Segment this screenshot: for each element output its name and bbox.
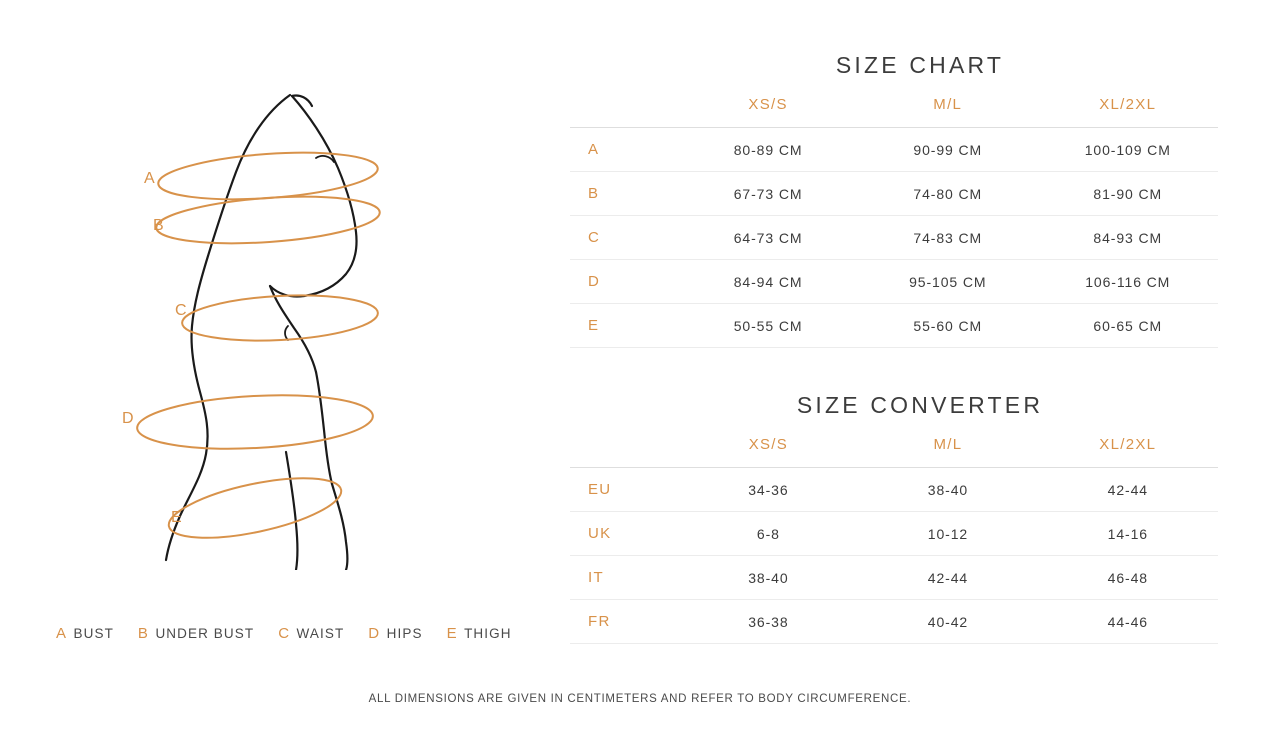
- size-converter-col-xs-s: XS/S: [679, 432, 859, 468]
- cell-c-xs-s: 64-73 CM: [678, 216, 858, 260]
- cell-fr-m-l: 40-42: [858, 600, 1037, 644]
- size-converter-table: [570, 432, 1218, 644]
- cell-a-xl-2xl: 100-109 CM: [1038, 128, 1219, 172]
- size-chart-col-xs-s: XS/S: [678, 92, 858, 128]
- table-row: [570, 512, 1218, 556]
- table-row: [570, 600, 1218, 644]
- size-converter-col-xl-2xl: XL/2XL: [1038, 432, 1218, 468]
- cell-eu-xs-s: 34-36: [679, 468, 859, 512]
- table-header-row: [570, 92, 1218, 128]
- cell-d-xs-s: 84-94 CM: [678, 260, 858, 304]
- size-chart-corner-header: [570, 92, 678, 128]
- legend-item-e: [447, 625, 512, 642]
- size-chart-col-m-l: M/L: [858, 92, 1037, 128]
- legend-text-b: UNDER BUST: [155, 626, 255, 641]
- cell-eu-m-l: 38-40: [858, 468, 1037, 512]
- legend-item-b: [138, 625, 254, 642]
- legend-text-c: WAIST: [296, 626, 345, 641]
- legend-key-e: E: [446, 625, 458, 642]
- cell-it-xl-2xl: 46-48: [1038, 556, 1218, 600]
- row-key-a: A: [570, 128, 678, 172]
- cell-e-xs-s: 50-55 CM: [678, 304, 858, 348]
- measure-label-b: B: [153, 217, 165, 234]
- cell-b-xs-s: 67-73 CM: [678, 172, 858, 216]
- row-key-e: E: [570, 304, 678, 348]
- legend-text-d: HIPS: [386, 626, 423, 641]
- size-converter-col-m-l: M/L: [858, 432, 1037, 468]
- row-key-d: D: [570, 260, 678, 304]
- legend-item-d: [368, 625, 422, 642]
- legend-text-a: BUST: [73, 626, 114, 641]
- cell-it-m-l: 42-44: [858, 556, 1037, 600]
- size-converter-corner-header: [570, 432, 679, 468]
- cell-b-xl-2xl: 81-90 CM: [1038, 172, 1219, 216]
- legend-key-d: D: [368, 625, 380, 642]
- table-row: [570, 260, 1218, 304]
- measure-ring-a: [157, 146, 380, 205]
- footnote-text: ALL DIMENSIONS ARE GIVEN IN CENTIMETERS AND REFER TO BODY CIRCUMFERENCE.: [368, 693, 912, 705]
- legend-item-a: [56, 625, 114, 642]
- row-key-b: B: [570, 172, 678, 216]
- body-illustration-panel: [0, 0, 560, 729]
- measurement-legend: [56, 625, 536, 642]
- cell-eu-xl-2xl: 42-44: [1038, 468, 1218, 512]
- cell-d-xl-2xl: 106-116 CM: [1038, 260, 1219, 304]
- female-body-figure-icon: [40, 80, 520, 570]
- table-row: [570, 172, 1218, 216]
- row-key-uk: UK: [570, 512, 679, 556]
- table-row: [570, 128, 1218, 172]
- measure-label-c: C: [175, 302, 188, 319]
- legend-key-b: B: [137, 625, 149, 642]
- size-converter-title: SIZE CONVERTER: [796, 392, 1044, 418]
- tables-panel: [560, 0, 1280, 729]
- measure-ring-d: [136, 390, 374, 454]
- measure-label-d: D: [122, 410, 135, 427]
- cell-d-m-l: 95-105 CM: [858, 260, 1037, 304]
- cell-it-xs-s: 38-40: [679, 556, 859, 600]
- cell-uk-xs-s: 6-8: [679, 512, 859, 556]
- cell-c-xl-2xl: 84-93 CM: [1038, 216, 1219, 260]
- measure-ring-c: [181, 291, 379, 345]
- measure-ring-b: [155, 190, 382, 250]
- cell-uk-m-l: 10-12: [858, 512, 1037, 556]
- cell-uk-xl-2xl: 14-16: [1038, 512, 1218, 556]
- cell-a-xs-s: 80-89 CM: [678, 128, 858, 172]
- size-chart-table: [570, 92, 1218, 348]
- table-row: [570, 556, 1218, 600]
- cell-fr-xl-2xl: 44-46: [1038, 600, 1218, 644]
- legend-key-a: A: [56, 625, 67, 642]
- size-chart-title: SIZE CHART: [835, 52, 1005, 78]
- legend-key-c: C: [278, 625, 290, 642]
- cell-c-m-l: 74-83 CM: [858, 216, 1037, 260]
- row-key-c: C: [570, 216, 678, 260]
- table-row: [570, 216, 1218, 260]
- row-key-it: IT: [570, 556, 679, 600]
- measure-label-a: A: [144, 170, 156, 187]
- size-chart-col-xl-2xl: XL/2XL: [1038, 92, 1219, 128]
- row-key-eu: EU: [570, 468, 679, 512]
- cell-b-m-l: 74-80 CM: [858, 172, 1037, 216]
- legend-item-c: [278, 625, 344, 642]
- row-key-fr: FR: [570, 600, 679, 644]
- cell-a-m-l: 90-99 CM: [858, 128, 1037, 172]
- cell-fr-xs-s: 36-38: [679, 600, 859, 644]
- table-row: [570, 468, 1218, 512]
- measure-label-e: E: [171, 509, 183, 526]
- cell-e-m-l: 55-60 CM: [858, 304, 1037, 348]
- table-row: [570, 304, 1218, 348]
- cell-e-xl-2xl: 60-65 CM: [1038, 304, 1219, 348]
- legend-text-e: THIGH: [464, 626, 512, 641]
- table-header-row: [570, 432, 1218, 468]
- measure-ring-e: [164, 466, 346, 550]
